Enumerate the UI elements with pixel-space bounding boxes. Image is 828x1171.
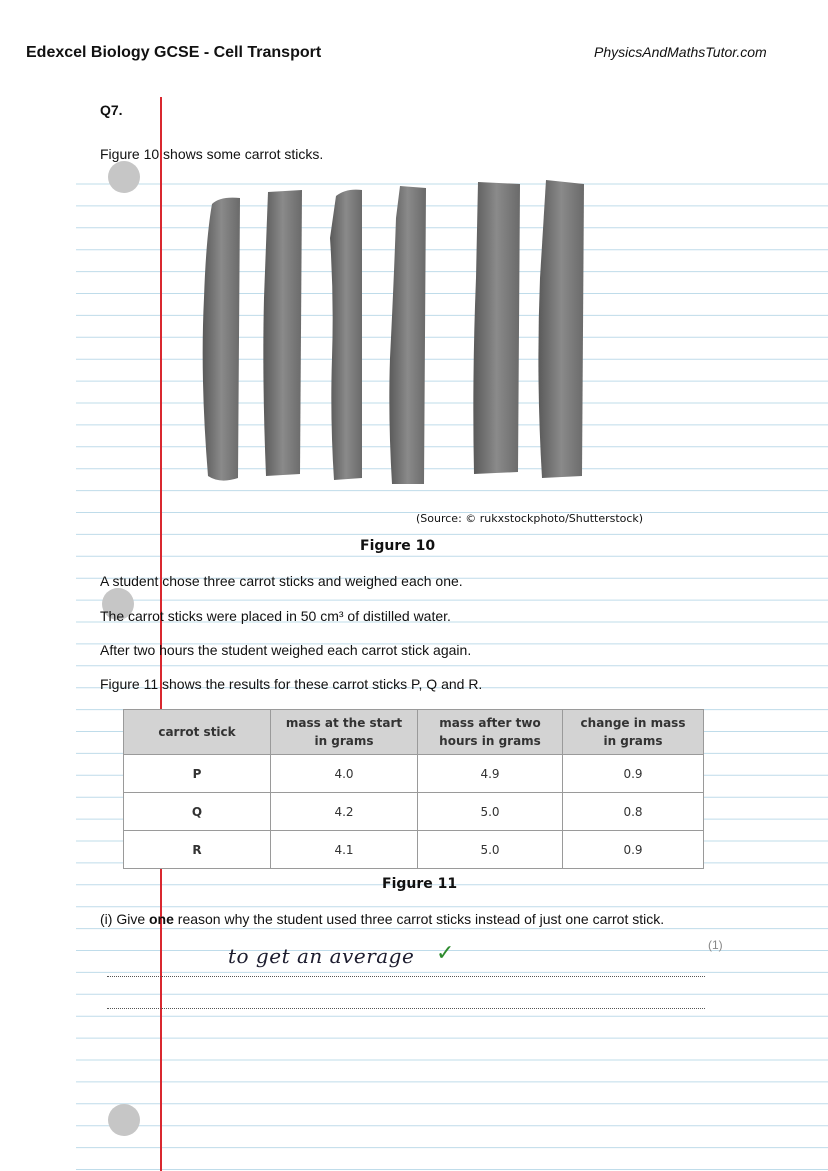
- cell-mass-start: 4.2: [271, 793, 418, 831]
- answer-line-1: [107, 976, 705, 977]
- document-title: Edexcel Biology GCSE - Cell Transport: [26, 44, 322, 61]
- cell-mass-start: 4.1: [271, 831, 418, 869]
- answer-line-2: [107, 1008, 705, 1009]
- table-row: [124, 831, 704, 869]
- punch-hole-bottom: [108, 1104, 140, 1136]
- site-name: PhysicsAndMathsTutor.com: [594, 44, 767, 60]
- cell-mass-start: 4.0: [271, 755, 418, 793]
- cell-stick: R: [124, 831, 271, 869]
- header-carrot-stick: carrot stick: [124, 710, 271, 755]
- cell-change: 0.9: [563, 755, 704, 793]
- header-change-mass: change in mass in grams: [563, 710, 704, 755]
- cell-change: 0.8: [563, 793, 704, 831]
- punch-hole-top: [108, 161, 140, 193]
- carrot-stick-2: [263, 190, 302, 476]
- table-row: [124, 793, 704, 831]
- cell-change: 0.9: [563, 831, 704, 869]
- header-mass-start: mass at the start in grams: [271, 710, 418, 755]
- figure-10-source: (Source: © rukxstockphoto/Shutterstock): [416, 512, 644, 525]
- method-line-2: The carrot sticks were placed in 50 cm³ of distilled water.: [100, 608, 451, 624]
- question-prefix: (i) Give: [100, 911, 149, 927]
- header-mass-after: mass after two hours in grams: [418, 710, 563, 755]
- carrot-stick-4: [389, 186, 426, 484]
- method-line-3: After two hours the student weighed each carrot stick again.: [100, 642, 472, 658]
- marks-available: (1): [708, 938, 723, 952]
- carrot-stick-3: [330, 190, 362, 480]
- method-line-4: Figure 11 shows the results for these carrot sticks P, Q and R.: [100, 676, 483, 692]
- figure-10-label: Figure 10: [360, 538, 436, 554]
- handwritten-answer: to get an average: [228, 944, 415, 968]
- results-table: [123, 709, 704, 869]
- marker-tick: ✓: [436, 940, 455, 965]
- carrot-stick-1: [203, 198, 240, 481]
- cell-mass-after: 4.9: [418, 755, 563, 793]
- question-intro: Figure 10 shows some carrot sticks.: [100, 146, 324, 162]
- question-number: Q7.: [100, 102, 123, 118]
- figure-11-label: Figure 11: [382, 876, 458, 892]
- table-header-row: [124, 710, 704, 755]
- cell-mass-after: 5.0: [418, 831, 563, 869]
- cell-stick: Q: [124, 793, 271, 831]
- red-margin-line: [160, 97, 162, 1171]
- carrot-stick-5: [473, 182, 520, 474]
- question-part-i: [100, 911, 664, 927]
- carrot-sticks-photo: [190, 178, 590, 498]
- cell-mass-after: 5.0: [418, 793, 563, 831]
- cell-stick: P: [124, 755, 271, 793]
- question-suffix: reason why the student used three carrot sticks instead of just one carrot stick.: [173, 911, 665, 927]
- question-emphasis: one: [149, 911, 174, 927]
- table-row: [124, 755, 704, 793]
- method-line-1: A student chose three carrot sticks and weighed each one.: [100, 573, 463, 589]
- carrot-stick-6: [538, 180, 584, 478]
